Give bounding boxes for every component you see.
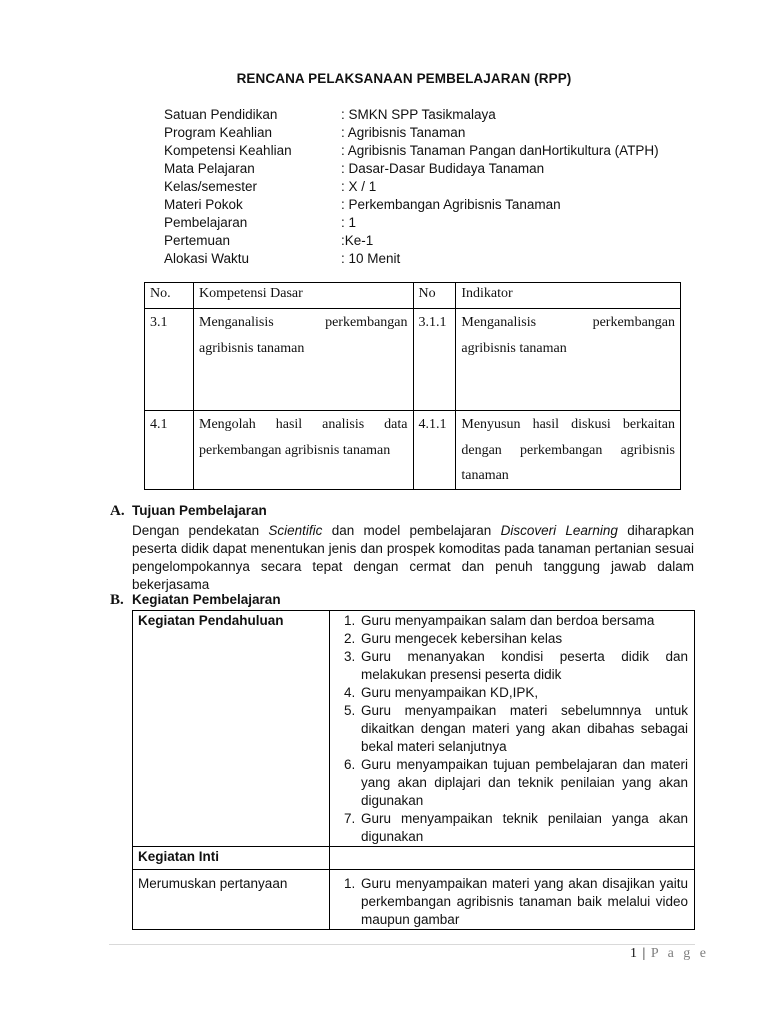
- cell-pendahuluan-steps: [330, 611, 695, 847]
- objective-emphasis: Discoveri Learning: [500, 523, 618, 538]
- info-row: [164, 178, 659, 196]
- info-value: : 10 Menit: [341, 251, 401, 266]
- cell-no: 3.1: [145, 309, 194, 411]
- identity-info: [164, 106, 659, 268]
- cell-empty: [330, 847, 695, 870]
- info-row: [164, 160, 659, 178]
- cell-no-indikator: 3.1.1: [413, 309, 456, 411]
- section-letter: B.: [110, 592, 124, 608]
- cell-indikator: Menganalisis perkembangan agribisnis tanaman: [456, 309, 681, 411]
- info-row: [164, 250, 659, 268]
- list-item: 5. Guru menyampaikan materi sebelumnnya untuk dikaitkan dengan materi yang akan dibahas sebagai bekal materi selanjutnya: [359, 702, 688, 756]
- objective-emphasis: Scientific: [268, 523, 323, 538]
- header-no: No.: [145, 283, 194, 309]
- info-value: : Agribisnis Tanaman Pangan danHortikultura (ATPH): [341, 143, 659, 158]
- info-value: : X / 1: [341, 179, 377, 194]
- info-value: : SMKN SPP Tasikmalaya: [341, 107, 496, 122]
- page-number: [630, 946, 709, 962]
- info-value: :Ke-1: [341, 233, 374, 248]
- merumuskan-list: [335, 875, 688, 929]
- info-label: Kelas/semester: [164, 179, 258, 194]
- section-title: Tujuan Pembelajaran: [132, 503, 267, 518]
- info-row: [164, 232, 659, 250]
- info-value: : 1: [341, 215, 357, 230]
- list-item: 2. Guru mengecek kebersihan kelas: [359, 630, 688, 648]
- info-label: Pembelajaran: [164, 215, 248, 230]
- objective-text: diharapkan peserta didik dapat menentukan jenis dan prospek komoditas pada tanaman pertanian sesuai pengelompokannya secara tepat dengan cermat dan penuh tanggung jawab dalam bekerjasama: [132, 523, 694, 592]
- info-label: Program Keahlian: [164, 125, 273, 140]
- header-indikator: Indikator: [456, 283, 681, 309]
- info-label: Pertemuan: [164, 233, 231, 248]
- info-row: [164, 106, 659, 124]
- table-row: [145, 309, 681, 411]
- page-separator: |: [642, 946, 647, 961]
- cell-pendahuluan-label: Kegiatan Pendahuluan: [133, 611, 330, 847]
- info-label: Satuan Pendidikan: [164, 107, 278, 122]
- info-row: [164, 142, 659, 160]
- info-value: : Agribisnis Tanaman: [341, 125, 466, 140]
- info-value: : Perkembangan Agribisnis Tanaman: [341, 197, 561, 212]
- table-row: [133, 847, 695, 870]
- page-number-value: 1: [630, 946, 638, 961]
- page-word: P a g e: [650, 946, 710, 961]
- info-row: [164, 214, 659, 232]
- list-item: 7. Guru menyampaikan teknik penilaian yanga akan digunakan: [359, 810, 688, 846]
- table-header-row: [145, 283, 681, 309]
- info-value: : Dasar-Dasar Budidaya Tanaman: [341, 161, 545, 176]
- cell-inti-label: Kegiatan Inti: [133, 847, 330, 870]
- section-title: Kegiatan Pembelajaran: [132, 592, 281, 607]
- footer-divider: [109, 944, 695, 945]
- section-letter: A.: [110, 503, 125, 519]
- objective-text: Dengan pendekatan: [132, 523, 269, 538]
- section-b-heading: [110, 592, 281, 609]
- list-item: 6. Guru menyampaikan tujuan pembelajaran dan materi yang akan diplajari dan teknik penilaian yang akan digunakan: [359, 756, 688, 810]
- table-row: [133, 870, 695, 930]
- info-label: Materi Pokok: [164, 197, 243, 212]
- header-kompetensi-dasar: Kompetensi Dasar: [194, 283, 414, 309]
- info-row: [164, 196, 659, 214]
- table-row: [145, 411, 681, 490]
- info-label: Alokasi Waktu: [164, 251, 250, 266]
- objective-text: dan model pembelajaran: [322, 523, 501, 538]
- competency-table: [144, 282, 681, 490]
- cell-kompetensi-dasar: Mengolah hasil analisis data perkembangan agribisnis tanaman: [194, 411, 414, 490]
- header-no-indikator: No: [413, 283, 456, 309]
- learning-objective-text: [132, 522, 694, 594]
- cell-indikator: Menyusun hasil diskusi berkaitan dengan perkembangan agribisnis tanaman: [456, 411, 681, 490]
- cell-kompetensi-dasar: Menganalisis perkembangan agribisnis tanaman: [194, 309, 414, 411]
- document-title: RENCANA PELAKSANAAN PEMBELAJARAN (RPP): [236, 71, 572, 86]
- list-item: 1. Guru menyampaikan salam dan berdoa bersama: [359, 612, 688, 630]
- cell-no: 4.1: [145, 411, 194, 490]
- cell-merumuskan-label: Merumuskan pertanyaan: [133, 870, 330, 930]
- list-item: 3. Guru menanyakan kondisi peserta didik dan melakukan presensi peserta didik: [359, 648, 688, 684]
- info-label: Mata Pelajaran: [164, 161, 255, 176]
- table-row: [133, 611, 695, 847]
- section-a-heading: [110, 503, 267, 520]
- pendahuluan-list: [335, 612, 688, 846]
- activity-table: [132, 610, 695, 930]
- info-row: [164, 124, 659, 142]
- list-item: 1. Guru menyampaikan materi yang akan disajikan yaitu perkembangan agribisnis tanaman baik melalui video maupun gambar: [359, 875, 688, 929]
- info-label: Kompetensi Keahlian: [164, 143, 292, 158]
- cell-merumuskan-steps: [330, 870, 695, 930]
- cell-no-indikator: 4.1.1: [413, 411, 456, 490]
- list-item: 4. Guru menyampaikan KD,IPK,: [359, 684, 688, 702]
